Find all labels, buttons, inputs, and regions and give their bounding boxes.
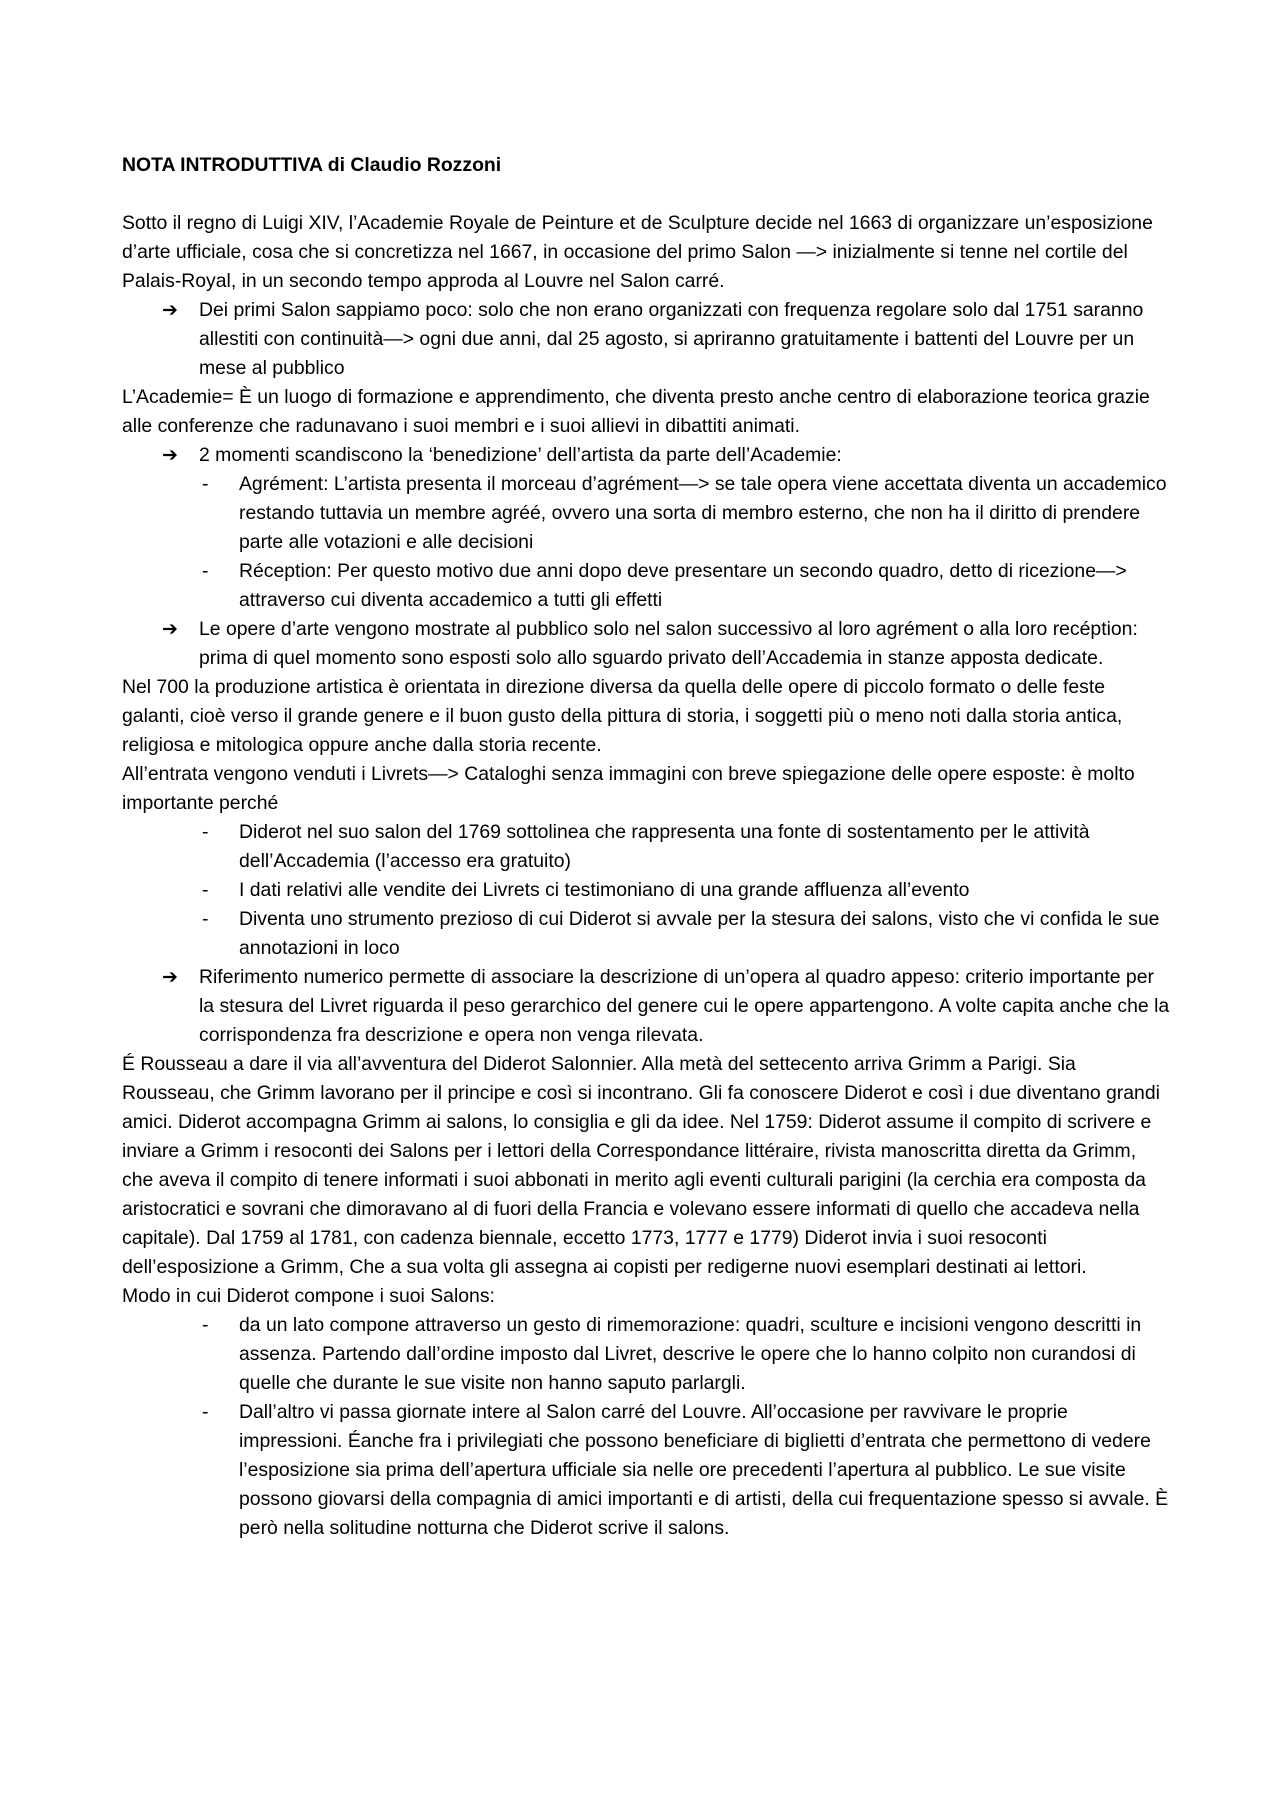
arrow-bullet-item — [122, 615, 1172, 673]
bullet-text: Dall’altro vi passa giornate intere al Salon carré del Louvre. All’occasione per ravvivare le proprie impressioni. Éanche fra i privilegiati che possono beneficiare di biglietti d’entrata che permettono di vedere l’esposizione sia prima dell’apertura ufficiale sia nelle ore precedenti l’apertura al pubblico. Le sue visite possono giovarsi della compagnia di amici importanti e di artisti, della cui frequentazione spesso si avvale. È però nella solitudine notturna che Diderot scrive il salons. — [239, 1401, 1169, 1539]
dash-marker: - — [202, 473, 209, 495]
dash-marker: - — [202, 560, 209, 582]
bullet-text: Agrément: L’artista presenta il morceau d’agrément—> se tale opera viene accettata diventa un accademico restando tuttavia un membre agréé, ovvero una sorta di membro esterno, che non ha il diritto di prendere parte alle votazioni e alle decisioni — [239, 473, 1167, 553]
dash-marker: - — [202, 908, 209, 930]
dash-marker: - — [202, 1314, 209, 1336]
document-page — [122, 151, 1172, 1543]
paragraph: L’Academie= È un luogo di formazione e apprendimento, che diventa presto anche centro di elaborazione teorica grazie alle conferenze che radunavano i suoi membri e i suoi allievi in dibattiti animati. — [122, 386, 1150, 437]
arrow-bullet-item — [122, 296, 1172, 383]
bullet-text: Réception: Per questo motivo due anni dopo deve presentare un secondo quadro, detto di ricezione—> attraverso cui diventa accademico a tutti gli effetti — [239, 560, 1127, 611]
paragraph: All’entrata vengono venduti i Livrets—> Cataloghi senza immagini con breve spiegazione delle opere esposte: è molto importante perché — [122, 763, 1135, 814]
bullet-text: Diventa uno strumento prezioso di cui Diderot si avvale per la stesura dei salons, visto che vi confida le sue annotazioni in loco — [239, 908, 1160, 959]
dash-bullet-item — [122, 470, 1172, 557]
bullet-text: Riferimento numerico permette di associare la descrizione di un’opera al quadro appeso: criterio importante per la stesura del Livret riguarda il peso gerarchico del genere cui le opere appartengono. A volte capita anche che la corrispondenza fra descrizione e opera non venga rilevata. — [199, 966, 1170, 1046]
bullet-text: I dati relativi alle vendite dei Livrets ci testimoniano di una grande affluenza all’evento — [239, 879, 970, 901]
arrow-icon: ➔ — [162, 445, 178, 466]
arrow-icon: ➔ — [162, 300, 178, 321]
dash-bullet-item — [122, 876, 1172, 905]
bullet-text: Diderot nel suo salon del 1769 sottolinea che rappresenta una fonte di sostentamento per le attività dell’Accademia (l’accesso era gratuito) — [239, 821, 1090, 872]
paragraph: Modo in cui Diderot compone i suoi Salons: — [122, 1285, 495, 1307]
arrow-bullet-item — [122, 963, 1172, 1050]
dash-marker: - — [202, 879, 209, 901]
paragraph: Sotto il regno di Luigi XIV, l’Academie Royale de Peinture et de Sculpture decide nel 1663 di organizzare un’esposizione d’arte ufficiale, cosa che si concretizza nel 1667, in occasione del primo Salon —> inizialmente si tenne nel cortile del Palais-Royal, in un secondo tempo approda al Louvre nel Salon carré. — [122, 212, 1153, 292]
dash-bullet-item — [122, 557, 1172, 615]
document-body — [122, 209, 1172, 1543]
paragraph: Nel 700 la produzione artistica è orientata in direzione diversa da quella delle opere di piccolo formato o delle feste galanti, cioè verso il grande genere e il buon gusto della pittura di storia, i soggetti più o meno noti dalla storia antica, religiosa e mitologica oppure anche dalla storia recente. — [122, 676, 1123, 756]
bullet-text: da un lato compone attraverso un gesto di rimemorazione: quadri, sculture e incisioni vengono descritti in assenza. Partendo dall’ordine imposto dal Livret, descrive le opere che lo hanno colpito non curandosi di quelle che durante le sue visite non hanno saputo parlargli. — [239, 1314, 1142, 1394]
bullet-text: Le opere d’arte vengono mostrate al pubblico solo nel salon successivo al loro agrément o alla loro recéption: prima di quel momento sono esposti solo allo sguardo privato dell’Accademia in stanze apposta dedicate. — [199, 618, 1138, 669]
dash-bullet-item — [122, 818, 1172, 876]
bullet-text: Dei primi Salon sappiamo poco: solo che non erano organizzati con frequenza regolare solo dal 1751 saranno allestiti con continuità—> ogni due anni, dal 25 agosto, si apriranno gratuitamente i battenti del Louvre per un mese al pubblico — [199, 299, 1144, 379]
dash-bullet-item — [122, 905, 1172, 963]
bullet-text: 2 momenti scandiscono la ‘benedizione’ dell’artista da parte dell’Academie: — [199, 444, 842, 466]
arrow-icon: ➔ — [162, 619, 178, 640]
document-title: NOTA INTRODUTTIVA di Claudio Rozzoni — [122, 154, 502, 176]
arrow-icon: ➔ — [162, 967, 178, 988]
dash-marker: - — [202, 1401, 209, 1423]
dash-bullet-item — [122, 1398, 1172, 1543]
arrow-bullet-item — [122, 441, 1172, 470]
dash-bullet-item — [122, 1311, 1172, 1398]
paragraph: É Rousseau a dare il via all’avventura del Diderot Salonnier. Alla metà del settecento arriva Grimm a Parigi. Sia Rousseau, che Grimm lavorano per il principe e così si incontrano. Gli fa conoscere Diderot e così i due diventano grandi amici. Diderot accompagna Grimm ai salons, lo consiglia e gli da idee. Nel 1759: Diderot assume il compito di scrivere e inviare a Grimm i resoconti dei Salons per i lettori della Correspondance littéraire, rivista manoscritta diretta da Grimm, che aveva il compito di tenere informati i suoi abbonati in merito agli eventi culturali parigini (la cerchia era composta da aristocratici e sovrani che dimoravano al di fuori della Francia e volevano essere informati di quello che accadeva nella capitale). Dal 1759 al 1781, con cadenza biennale, eccetto 1773, 1777 e 1779) Diderot invia i suoi resoconti dell’esposizione a Grimm, Che a sua volta gli assegna ai copisti per redigerne nuovi esemplari destinati ai lettori. — [122, 1053, 1160, 1278]
dash-marker: - — [202, 821, 209, 843]
